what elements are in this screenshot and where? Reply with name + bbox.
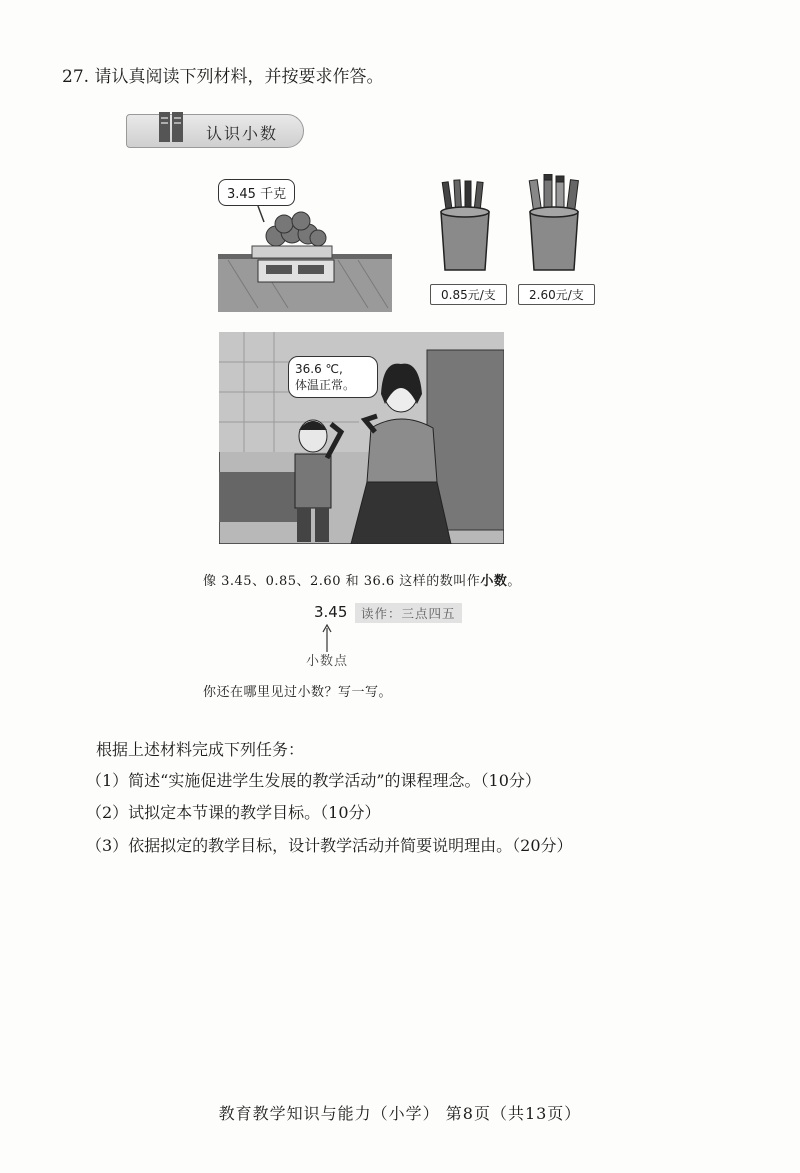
section-banner	[126, 110, 302, 148]
pen-cup-icon	[522, 174, 586, 274]
tasks-intro: 根据上述材料完成下列任务：	[96, 740, 305, 759]
task-item: （1）简述“实施促进学生发展的教学活动”的课程理念。（10分）	[86, 771, 541, 790]
book-icon	[156, 110, 186, 144]
price-tag-pen: 2.60元/支	[518, 284, 595, 305]
definition-suffix: 。	[507, 574, 521, 589]
pencil-cup-icon	[433, 178, 497, 274]
question-title: 27. 请认真阅读下列材料，并按要求作答。	[62, 67, 384, 87]
price-tag-pencil: 0.85元/支	[430, 284, 507, 305]
definition-term: 小数	[480, 574, 508, 589]
lesson-prompt: 你还在哪里见过小数？写一写。	[203, 685, 393, 700]
decimal-definition	[203, 570, 521, 589]
task-item: （2）试拟定本节课的教学目标。（10分）	[86, 803, 381, 822]
weight-bubble: 3.45 千克	[218, 179, 295, 206]
temperature-text: 36.6 ℃,	[295, 362, 343, 376]
reading-box: 读作：三点四五	[355, 603, 462, 623]
arrow-up-icon	[322, 624, 332, 652]
page-footer: 教育教学知识与能力（小学） 第8页（共13页）	[218, 1104, 582, 1123]
task-item: （3）依据拟定的教学目标，设计教学活动并简要说明理由。（20分）	[86, 836, 573, 855]
definition-prefix: 像 3.45、0.85、2.60 和 36.6 这样的数叫作	[203, 574, 481, 589]
decimal-point-label: 小数点	[306, 654, 349, 669]
temperature-status: 体温正常。	[295, 378, 356, 392]
example-number: 3.45	[314, 603, 348, 621]
section-title: 认识小数	[206, 124, 279, 143]
temperature-bubble	[288, 356, 378, 398]
